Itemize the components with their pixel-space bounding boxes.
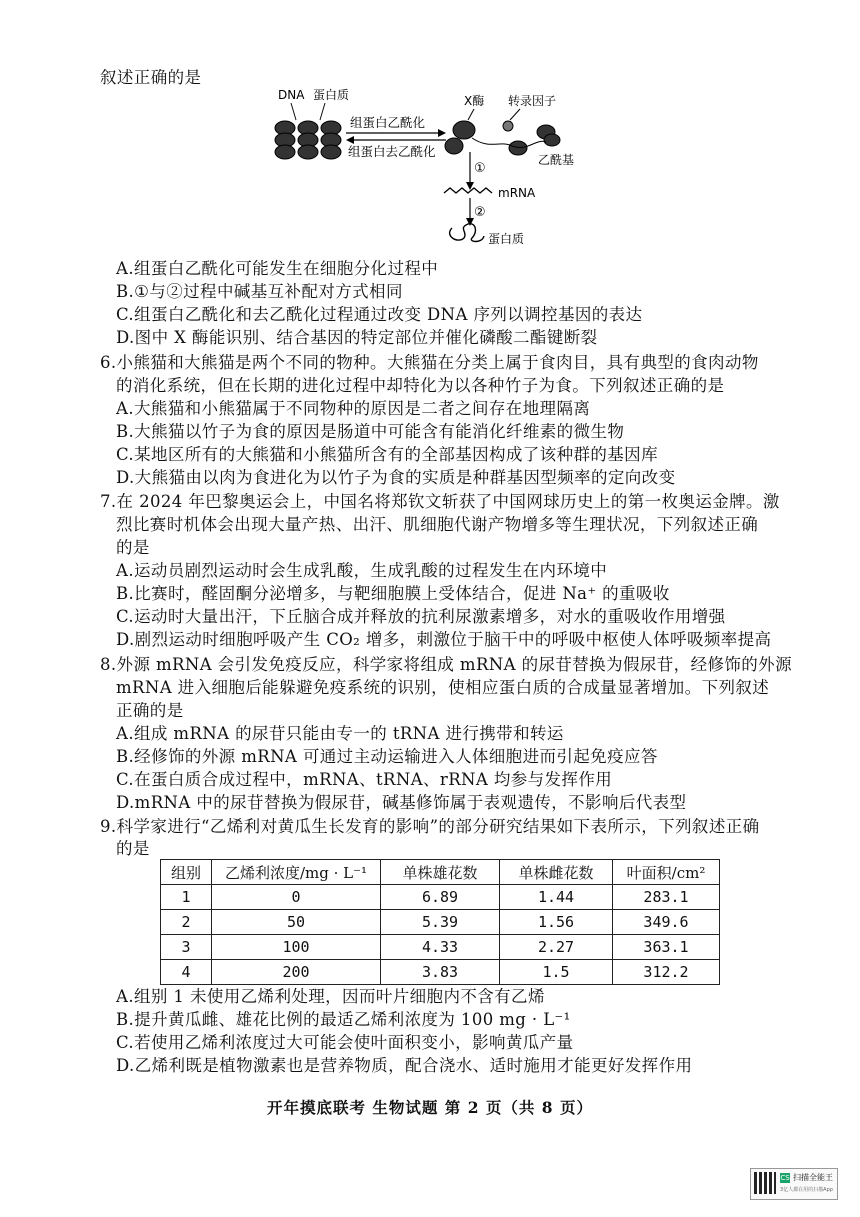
protein-label-bottom: 蛋白质 [488, 232, 525, 246]
q7-stem-line1: 7.在 2024 年巴黎奥运会上，中国名将郑钦文斩获了中国网球历史上的第一枚奥运金牌。激 [100, 492, 780, 511]
deacetylation-label: 组蛋白去乙酰化 [348, 144, 436, 159]
scanner-name: 扫描全能王 [793, 1173, 833, 1182]
ethephon-table [160, 859, 720, 985]
table-header: 乙烯利浓度/mg · L⁻¹ [212, 860, 381, 885]
table-header: 单株雄花数 [381, 860, 500, 885]
table-cell: 1.5 [500, 960, 613, 985]
q9-option-a: A.组别 1 未使用乙烯利处理，因而叶片细胞内不含有乙烯 [116, 987, 545, 1006]
enzyme-label: X酶 [464, 94, 485, 108]
q9-option-b: B.提升黄瓜雌、雄花比例的最适乙烯利浓度为 100 mg · L⁻¹ [116, 1010, 571, 1029]
q6-stem-line1: 6.小熊猫和大熊猫是两个不同的物种。大熊猫在分类上属于食肉目，具有典型的食肉动物 [100, 353, 759, 372]
table-row [161, 935, 720, 960]
q7-stem-line2: 烈比赛时机体会出现大量产热、出汗、肌细胞代谢产物增多等生理状况，下列叙述正确 [116, 515, 759, 534]
q7-option-b: B.比赛时，醛固酮分泌增多，与靶细胞膜上受体结合，促进 Na⁺ 的重吸收 [116, 584, 670, 603]
q8-option-b: B.经修饰的外源 mRNA 可通过主动运输进入人体细胞进而引起免疫应答 [116, 747, 658, 766]
chromatin-open-icon [445, 121, 560, 155]
step2-label: ② [474, 205, 486, 220]
q8-stem-line1: 8.外源 mRNA 会引发免疫反应，科学家将组成 mRNA 的尿苷替换为假尿苷，经修饰的外源 [100, 655, 792, 674]
table-cell: 2.27 [500, 935, 613, 960]
q8-stem-line2: mRNA 进入细胞后能躲避免疫系统的识别，使相应蛋白质的合成量显著增加。下列叙述 [116, 678, 770, 697]
table-cell: 3.83 [381, 960, 500, 985]
q6-option-c: C.某地区所有的大熊猫和小熊猫所含有的全部基因构成了该种群的基因库 [116, 445, 658, 464]
q8-option-d: D.mRNA 中的尿苷替换为假尿苷，碱基修饰属于表观遗传，不影响后代表型 [116, 793, 687, 812]
table-cell: 2 [161, 910, 212, 935]
mrna-label: mRNA [498, 186, 536, 200]
table-row [161, 910, 720, 935]
table-cell: 5.39 [381, 910, 500, 935]
q6-option-d: D.大熊猫由以肉为食进化为以竹子为食的实质是种群基因型频率的定向改变 [116, 468, 676, 487]
q9-option-c: C.若使用乙烯利浓度过大可能会使叶面积变小，影响黄瓜产量 [116, 1033, 574, 1052]
q5-option-a: A.组蛋白乙酰化可能发生在细胞分化过程中 [116, 259, 439, 278]
q7-option-d: D.剧烈运动时细胞呼吸产生 CO₂ 增多，刺激位于脑干中的呼吸中枢使人体呼吸频率提高 [116, 630, 772, 649]
q8-stem-line3: 正确的是 [116, 701, 184, 720]
table-cell: 100 [212, 935, 381, 960]
table-cell: 4 [161, 960, 212, 985]
qr-code-icon [754, 1172, 776, 1194]
q7-option-a: A.运动员剧烈运动时会生成乳酸，生成乳酸的过程发生在内环境中 [116, 561, 608, 580]
protein-chain-icon [450, 224, 484, 242]
table-header-row [161, 860, 720, 885]
table-cell: 1 [161, 885, 212, 910]
q5-option-c: C.组蛋白乙酰化和去乙酰化过程通过改变 DNA 序列以调控基因的表达 [116, 305, 643, 324]
table-cell: 363.1 [613, 935, 720, 960]
q7-stem-line3: 的是 [116, 538, 150, 557]
mrna-strand-icon [444, 188, 492, 193]
q6-option-b: B.大熊猫以竹子为食的原因是肠道中可能含有能消化纤维素的微生物 [116, 422, 625, 441]
acetyl-label: 乙酰基 [538, 153, 575, 167]
tf-label: 转录因子 [508, 94, 557, 108]
table-row [161, 885, 720, 910]
table-cell: 283.1 [613, 885, 720, 910]
table-cell: 312.2 [613, 960, 720, 985]
table-cell: 50 [212, 910, 381, 935]
scanner-subtitle: 3亿人都在用的扫描App [780, 1187, 833, 1193]
q9-option-d: D.乙烯利既是植物激素也是营养物质，配合浇水、适时施用才能更好发挥作用 [116, 1056, 693, 1075]
table-header: 组别 [161, 860, 212, 885]
table-cell: 4.33 [381, 935, 500, 960]
acetylation-label: 组蛋白乙酰化 [350, 115, 426, 130]
dna-label: DNA [278, 88, 305, 102]
q6-option-a: A.大熊猫和小熊猫属于不同物种的原因是二者之间存在地理隔离 [116, 399, 591, 418]
page-footer: 开年摸底联考 生物试题 第 2 页（共 8 页） [267, 1098, 593, 1117]
q9-stem-line1: 9.科学家进行“乙烯利对黄瓜生长发育的影响”的部分研究结果如下表所示，下列叙述正确 [100, 817, 760, 836]
table-cell: 349.6 [613, 910, 720, 935]
table-header: 叶面积/cm² [613, 860, 720, 885]
table-cell: 1.44 [500, 885, 613, 910]
step1-label: ① [474, 161, 486, 176]
q9-stem-line2: 的是 [116, 839, 150, 858]
protein-label-top: 蛋白质 [313, 88, 350, 102]
table-cell: 0 [212, 885, 381, 910]
table-cell: 3 [161, 935, 212, 960]
chromatin-condensed-icon [275, 121, 341, 159]
q7-option-c: C.运动时大量出汗，下丘脑合成并释放的抗利尿激素增多，对水的重吸收作用增强 [116, 607, 726, 626]
q8-option-a: A.组成 mRNA 的尿苷只能由专一的 tRNA 进行携带和转运 [116, 724, 564, 743]
scanner-badge: CS [780, 1174, 790, 1182]
table-cell: 1.56 [500, 910, 613, 935]
table-cell: 200 [212, 960, 381, 985]
q6-stem-line2: 的消化系统，但在长期的进化过程中却特化为以各种竹子为食。下列叙述正确的是 [116, 376, 725, 395]
scanner-watermark [750, 1168, 838, 1200]
table-header: 单株雌花数 [500, 860, 613, 885]
q5-option-b: B.①与②过程中碱基互补配对方式相同 [116, 282, 403, 301]
q8-option-c: C.在蛋白质合成过程中，mRNA、tRNA、rRNA 均参与发挥作用 [116, 770, 613, 789]
question-intro: 叙述正确的是 [100, 68, 202, 87]
table-cell: 6.89 [381, 885, 500, 910]
table-row [161, 960, 720, 985]
q5-option-d: D.图中 X 酶能识别、结合基因的特定部位并催化磷酸二酯键断裂 [116, 328, 598, 347]
